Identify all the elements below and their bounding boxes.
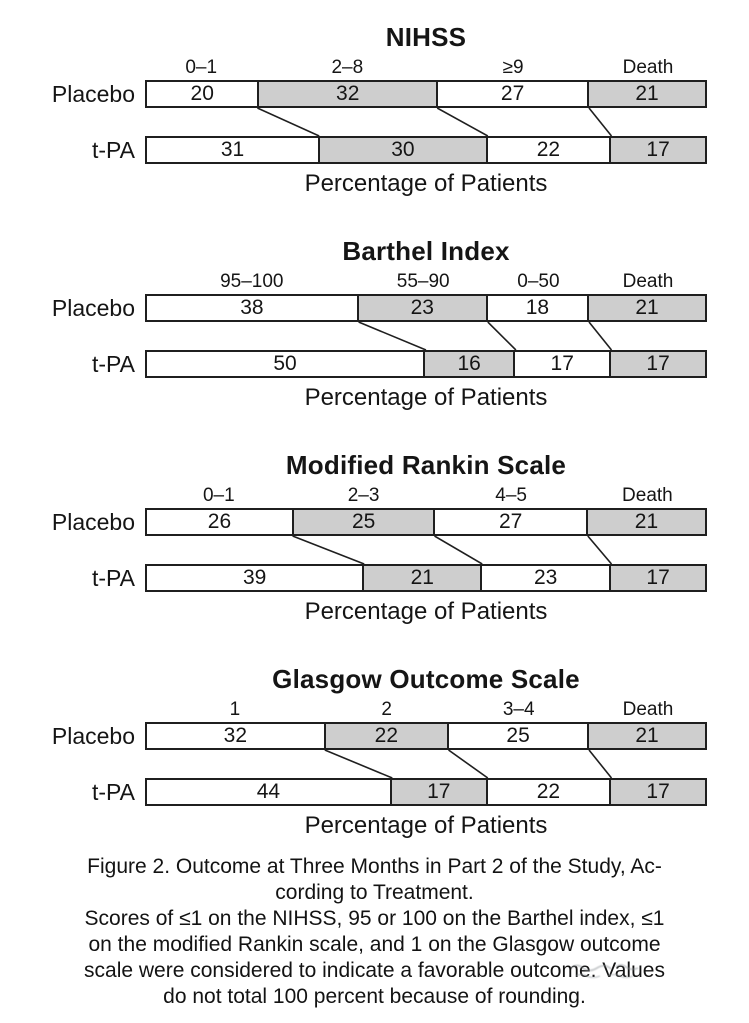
caption-note-line-1: Scores of ≤1 on the NIHSS, 95 or 100 on the Barthel index, ≤1 xyxy=(84,907,665,930)
connector-lines xyxy=(145,322,707,350)
placebo-stacked-bar xyxy=(145,80,707,108)
category-labels-row xyxy=(145,484,707,508)
category-labels-row xyxy=(145,270,707,294)
bar-segment xyxy=(147,510,292,534)
connector-line xyxy=(589,108,612,136)
segment-value: 17 xyxy=(646,352,670,375)
bar-segment xyxy=(587,82,705,106)
placebo-bar-row xyxy=(0,294,749,322)
category-label: 4–5 xyxy=(495,485,527,506)
bar-segment xyxy=(324,724,447,748)
category-label: 0–50 xyxy=(517,271,560,292)
bar-segment xyxy=(447,724,587,748)
chart-title: Barthel Index xyxy=(342,236,510,266)
connector-lines xyxy=(145,108,707,136)
segment-value: 27 xyxy=(498,510,523,533)
category-label: 2–8 xyxy=(331,57,364,78)
segment-value: 25 xyxy=(351,510,376,533)
connector-line xyxy=(293,536,365,564)
segment-value: 50 xyxy=(273,352,297,375)
connector-line xyxy=(435,536,483,564)
row-label: t-PA xyxy=(91,565,135,591)
row-label: Placebo xyxy=(51,509,135,535)
segment-value: 17 xyxy=(646,780,670,803)
segment-value: 25 xyxy=(506,724,530,747)
connector-line xyxy=(437,108,488,136)
bar-segment xyxy=(423,352,513,376)
segment-value: 23 xyxy=(410,296,434,319)
bar-segment xyxy=(147,352,423,376)
placebo-bar-row xyxy=(0,508,749,536)
row-label: t-PA xyxy=(91,137,135,163)
bar-segment xyxy=(586,510,705,534)
chart-nihss xyxy=(0,22,749,198)
bar-segment xyxy=(357,296,486,320)
bar-segment xyxy=(147,724,324,748)
bar-segment xyxy=(480,566,609,590)
bar-segment xyxy=(486,296,587,320)
category-label: Death xyxy=(622,699,674,720)
bar-segment xyxy=(147,296,357,320)
t-pa-stacked-bar xyxy=(145,564,707,592)
segment-value: 16 xyxy=(457,352,481,375)
bar-segment xyxy=(147,780,390,804)
bar-segment xyxy=(257,82,436,106)
connector-line xyxy=(589,322,612,350)
category-label: Death xyxy=(622,57,674,78)
bar-segment xyxy=(362,566,480,590)
bar-segment xyxy=(587,296,705,320)
placebo-stacked-bar xyxy=(145,508,707,536)
chart-modified-rankin-scale xyxy=(0,450,749,626)
row-label: Placebo xyxy=(51,723,135,749)
row-label: Placebo xyxy=(51,295,135,321)
chart-title: Modified Rankin Scale xyxy=(285,450,567,480)
segment-value: 21 xyxy=(635,724,659,747)
caption-title-line-2: cording to Treatment. xyxy=(275,881,474,904)
t-pa-bar-row xyxy=(0,350,749,378)
category-label: 0–1 xyxy=(185,57,218,78)
segment-value: 17 xyxy=(646,138,670,161)
category-labels-row xyxy=(145,698,707,722)
bar-segment xyxy=(433,510,586,534)
bar-segment xyxy=(147,82,257,106)
chart-title: Glasgow Outcome Scale xyxy=(272,664,580,694)
segment-value: 44 xyxy=(256,780,281,803)
figure-caption xyxy=(30,854,720,1010)
category-label: 1 xyxy=(229,699,241,720)
connector-line xyxy=(257,108,319,136)
segment-value: 17 xyxy=(646,566,670,589)
charts-container xyxy=(0,22,749,840)
segment-value: 22 xyxy=(536,138,561,161)
bar-segment xyxy=(609,138,705,162)
category-label: 2–3 xyxy=(347,485,380,506)
connector-line xyxy=(588,536,612,564)
bar-segment xyxy=(486,780,609,804)
caption-note-line-2: on the modified Rankin scale, and 1 on the Glasgow outcome xyxy=(88,933,661,956)
placebo-stacked-bar xyxy=(145,722,707,750)
caption-note-line-4: do not total 100 percent because of rounding. xyxy=(163,985,586,1008)
t-pa-bar-row xyxy=(0,564,749,592)
bar-segment xyxy=(486,138,609,162)
category-label: Death xyxy=(622,271,674,292)
segment-value: 22 xyxy=(374,724,399,747)
category-label: Death xyxy=(622,485,673,506)
bar-segment xyxy=(436,82,587,106)
segment-value: 32 xyxy=(336,82,360,105)
connector-line xyxy=(449,750,488,778)
category-label: 0–1 xyxy=(202,485,235,506)
segment-value: 30 xyxy=(391,138,415,161)
segment-value: 32 xyxy=(223,724,247,747)
bar-segment xyxy=(609,780,705,804)
bar-segment xyxy=(318,138,486,162)
segment-value: 17 xyxy=(550,352,574,375)
row-label: Placebo xyxy=(51,81,135,107)
placebo-bar-row xyxy=(0,722,749,750)
t-pa-stacked-bar xyxy=(145,778,707,806)
segment-value: 26 xyxy=(207,510,232,533)
bar-segment xyxy=(147,138,318,162)
bar-segment xyxy=(147,566,362,590)
chart-title: NIHSS xyxy=(385,22,467,52)
connector-line xyxy=(359,322,426,350)
segment-value: 27 xyxy=(500,82,525,105)
segment-value: 22 xyxy=(536,780,561,803)
placebo-bar-row xyxy=(0,80,749,108)
category-label: 55–90 xyxy=(396,271,450,292)
connector-line xyxy=(589,750,612,778)
chart-glasgow-outcome-scale xyxy=(0,664,749,840)
placebo-stacked-bar xyxy=(145,294,707,322)
t-pa-stacked-bar xyxy=(145,350,707,378)
category-label: 2 xyxy=(381,699,392,720)
segment-value: 21 xyxy=(634,510,659,533)
segment-value: 23 xyxy=(534,566,558,589)
segment-value: 21 xyxy=(635,82,659,105)
caption-title-line-1: Figure 2. Outcome at Three Months in Part 2 of the Study, Ac- xyxy=(87,855,662,878)
bar-segment xyxy=(292,510,433,534)
segment-value: 38 xyxy=(240,296,264,319)
segment-value: 18 xyxy=(525,296,550,319)
x-axis-label: Percentage of Patients xyxy=(304,812,548,839)
bar-segment xyxy=(587,724,705,748)
category-label: 3–4 xyxy=(502,699,535,720)
t-pa-bar-row xyxy=(0,778,749,806)
bar-segment xyxy=(390,780,486,804)
segment-value: 31 xyxy=(220,138,245,161)
segment-value: 17 xyxy=(427,780,451,803)
segment-value: 21 xyxy=(410,566,434,589)
x-axis-label: Percentage of Patients xyxy=(304,170,548,197)
row-label: t-PA xyxy=(91,779,135,805)
caption-note-line-3: scale were considered to indicate a favorable outcome. Values xyxy=(84,959,665,982)
row-label: t-PA xyxy=(91,351,135,377)
bar-segment xyxy=(609,566,705,590)
connector-line xyxy=(488,322,516,350)
bar-segment xyxy=(609,352,705,376)
x-axis-label: Percentage of Patients xyxy=(304,384,548,411)
chart-barthel-index xyxy=(0,236,749,412)
t-pa-bar-row xyxy=(0,136,749,164)
x-axis-label: Percentage of Patients xyxy=(304,598,548,625)
segment-value: 21 xyxy=(635,296,659,319)
connector-lines xyxy=(145,536,707,564)
connector-line xyxy=(325,750,393,778)
category-label: ≥9 xyxy=(502,57,524,78)
category-labels-row xyxy=(145,56,707,80)
segment-value: 20 xyxy=(190,82,214,105)
category-label: 95–100 xyxy=(220,271,284,292)
bar-segment xyxy=(513,352,609,376)
connector-lines xyxy=(145,750,707,778)
segment-value: 39 xyxy=(242,566,267,589)
t-pa-stacked-bar xyxy=(145,136,707,164)
